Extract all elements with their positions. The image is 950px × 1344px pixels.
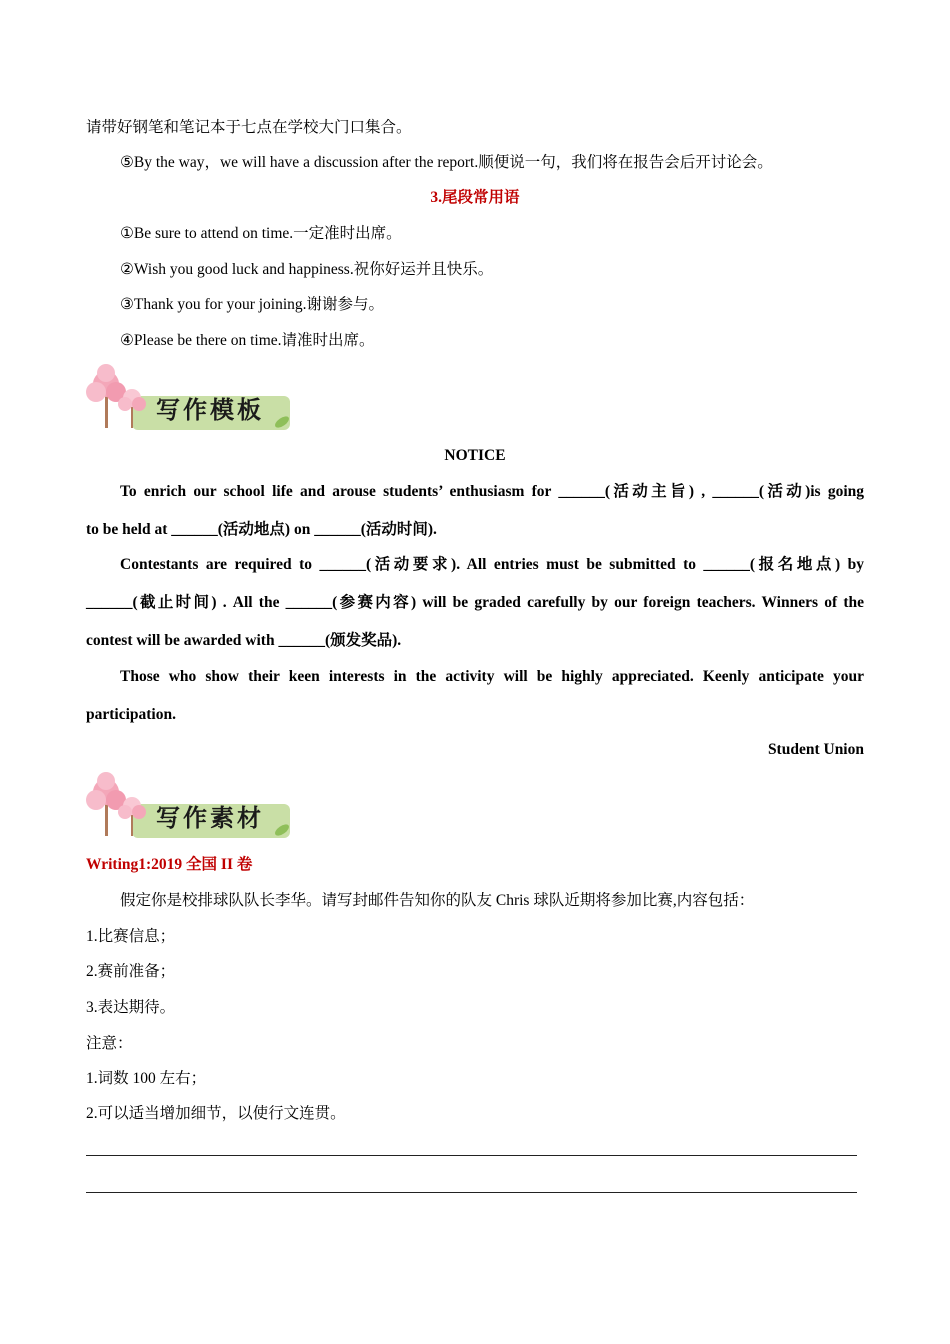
notice-text: to be held at ______(活动地点) on ______(活动时间). <box>86 521 437 538</box>
list-item: ②Wish you good luck and happiness.祝你好运并且快乐。 <box>120 261 494 278</box>
notice-signature: Student Union <box>767 741 864 758</box>
text-line: ⑤By the way，we will have a discussion after the report.顺便说一句，我们将在报告会后开讨论会。 <box>120 154 773 171</box>
list-item: 2.可以适当增加细节，以使行文连贯。 <box>86 1105 346 1122</box>
banner-title: 写作素材 <box>156 804 264 832</box>
text-line: 请带好钢笔和笔记本于七点在学校大门口集合。 <box>86 119 412 136</box>
list-item: 1.比赛信息； <box>86 928 176 945</box>
notice-text: ______(截止时间) . All the ______(参赛内容) will be graded carefully by our foreign teachers. Winners of the <box>86 594 864 611</box>
notice-text: contest will be awarded with ______(颁发奖品). <box>86 632 402 649</box>
notice-text: To enrich our school life and arouse students’ enthusiasm for ______(活动主旨) , ______(活动)is going <box>120 483 864 500</box>
notice-title: NOTICE <box>444 447 506 464</box>
writing-heading: Writing1:2019 全国 II 卷 <box>86 856 253 873</box>
list-item: 2.赛前准备； <box>86 963 176 980</box>
list-item: ①Be sure to attend on time.一定准时出席。 <box>120 225 402 242</box>
answer-line <box>86 1155 857 1156</box>
banner-title: 写作模板 <box>156 396 264 424</box>
list-item: ③Thank you for your joining.谢谢参与。 <box>120 296 385 313</box>
list-item: 3.表达期待。 <box>86 999 176 1016</box>
answer-line <box>86 1192 857 1193</box>
writing-prompt: 假定你是校排球队队长李华。请写封邮件告知你的队友 Chris 球队近期将参加比赛,内容包括： <box>120 892 755 909</box>
notice-text: participation. <box>86 706 176 723</box>
notice-text: Contestants are required to ______(活动要求). All entries must be submitted to ______(报名地点) by <box>120 556 864 573</box>
notice-text: Those who show their keen interests in the activity will be highly appreciated. Keenly anticipate your <box>120 668 864 685</box>
list-item: 1.词数 100 左右； <box>86 1070 207 1087</box>
list-item: ④Please be there on time.请准时出席。 <box>120 332 375 349</box>
section-heading: 3.尾段常用语 <box>430 189 520 206</box>
note-label: 注意： <box>86 1035 133 1052</box>
section-banner-template <box>86 362 296 434</box>
section-banner-material <box>86 770 296 842</box>
